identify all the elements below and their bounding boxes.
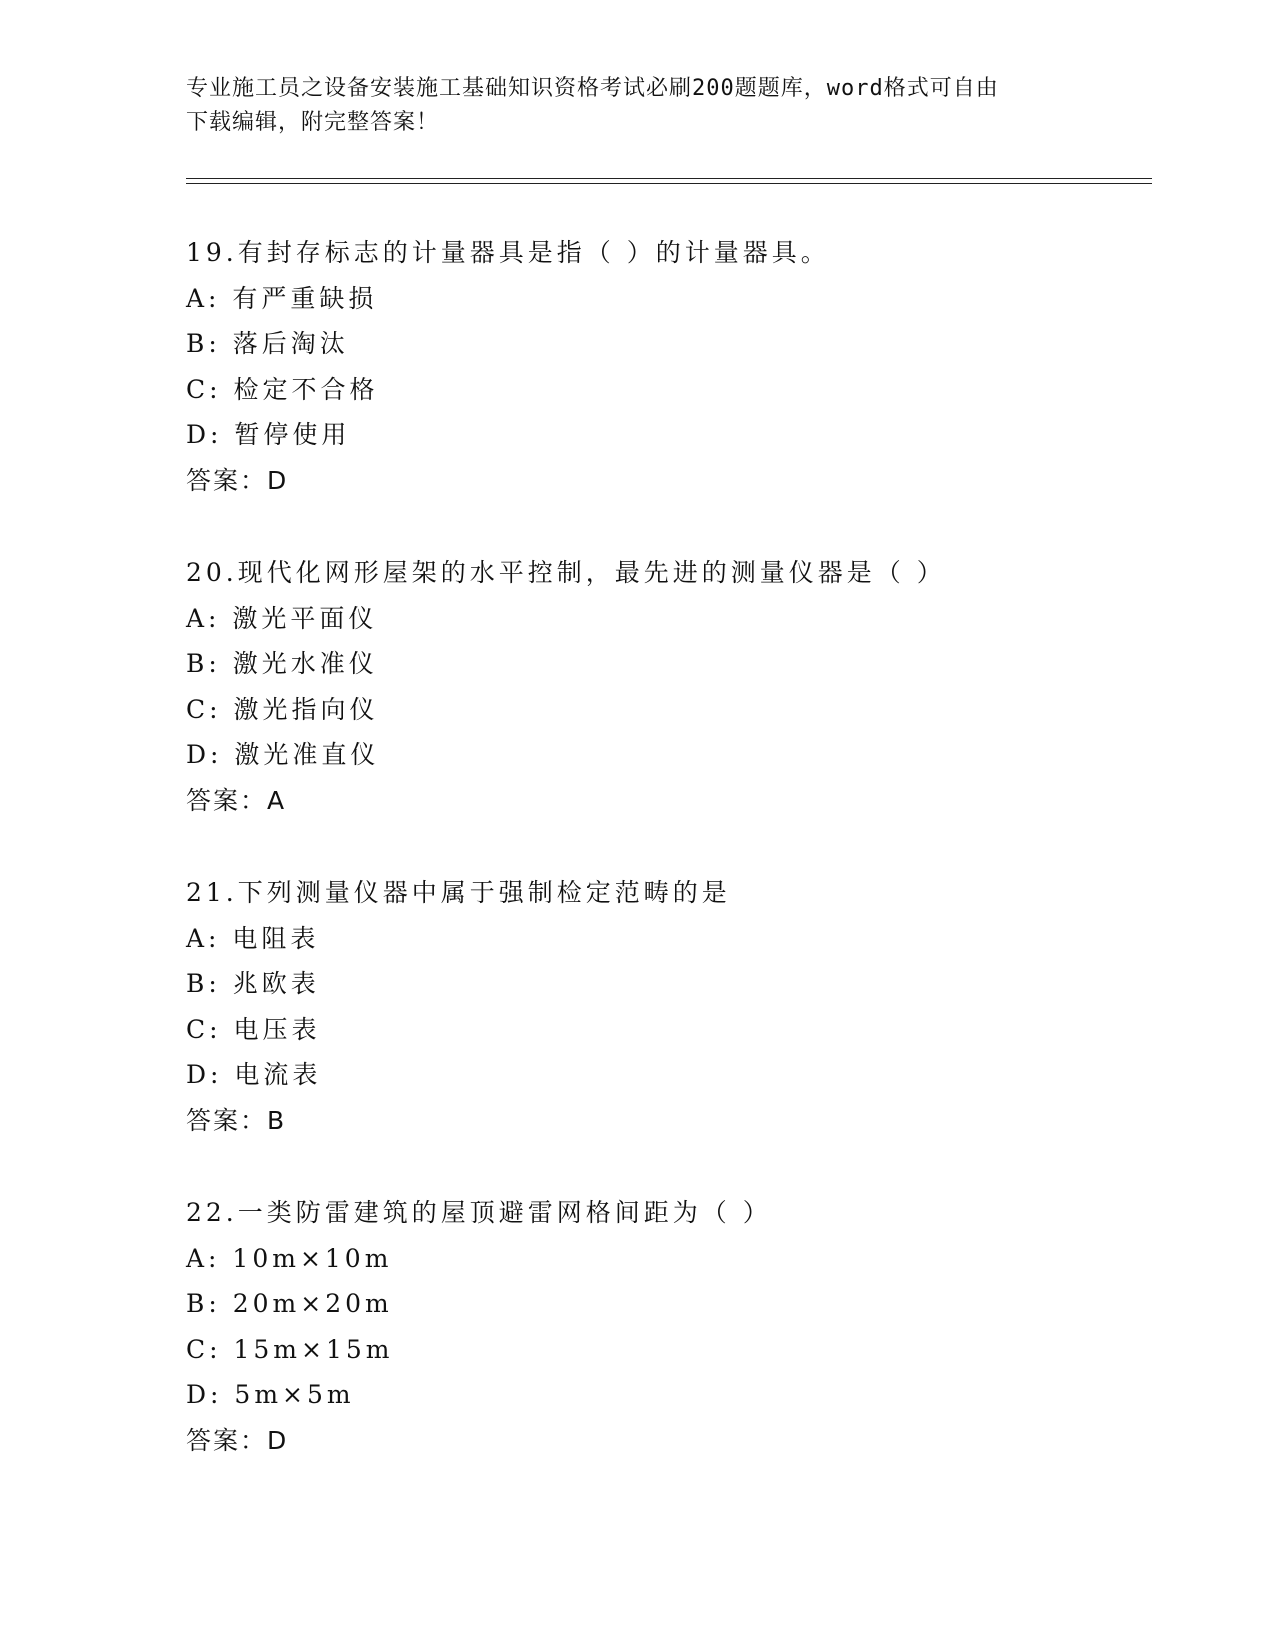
option-b: B: 兆欧表 [186, 969, 320, 998]
option-b: B: 激光水准仪 [186, 649, 378, 678]
answer-line: 答案：D [186, 1425, 289, 1455]
question-22 [186, 1190, 1146, 1510]
option-c: C: 检定不合格 [186, 374, 379, 404]
option-d: D: 暂停使用 [186, 420, 351, 449]
question-19 [186, 230, 1146, 550]
document-header [186, 72, 1066, 140]
option-d: D: 5m×5m [186, 1380, 355, 1409]
question-stem: 20.现代化网形屋架的水平控制，最先进的测量仪器是（ ） [186, 558, 946, 587]
option-c: C: 15m×15m [186, 1334, 394, 1364]
question-20 [186, 550, 1146, 870]
option-b: B: 落后淘汰 [186, 329, 349, 358]
option-a: A: 激光平面仪 [186, 603, 378, 633]
question-stem: 22.一类防雷建筑的屋顶避雷网格间距为（ ） [186, 1198, 772, 1227]
question-21 [186, 870, 1146, 1190]
header-line-1: 专业施工员之设备安装施工基础知识资格考试必刷200题题库，word格式可自由 [186, 76, 999, 101]
option-b: B: 20m×20m [186, 1289, 393, 1318]
answer-line: 答案：A [186, 785, 287, 815]
option-d: D: 电流表 [186, 1060, 322, 1089]
option-a: A: 10m×10m [186, 1243, 393, 1273]
option-a: A: 电阻表 [186, 923, 320, 953]
header-line-2: 下载编辑，附完整答案！ [186, 110, 440, 135]
question-list [186, 230, 1146, 1510]
option-c: C: 激光指向仪 [186, 694, 379, 724]
option-d: D: 激光准直仪 [186, 740, 380, 769]
question-stem: 19.有封存标志的计量器具是指（ ）的计量器具。 [186, 238, 830, 267]
option-a: A: 有严重缺损 [186, 283, 378, 313]
header-divider-top [186, 178, 1152, 179]
question-stem: 21.下列测量仪器中属于强制检定范畴的是 [186, 878, 731, 907]
answer-line: 答案：D [186, 465, 289, 495]
header-divider-bottom [186, 183, 1152, 184]
answer-line: 答案：B [186, 1105, 287, 1135]
option-c: C: 电压表 [186, 1014, 321, 1044]
